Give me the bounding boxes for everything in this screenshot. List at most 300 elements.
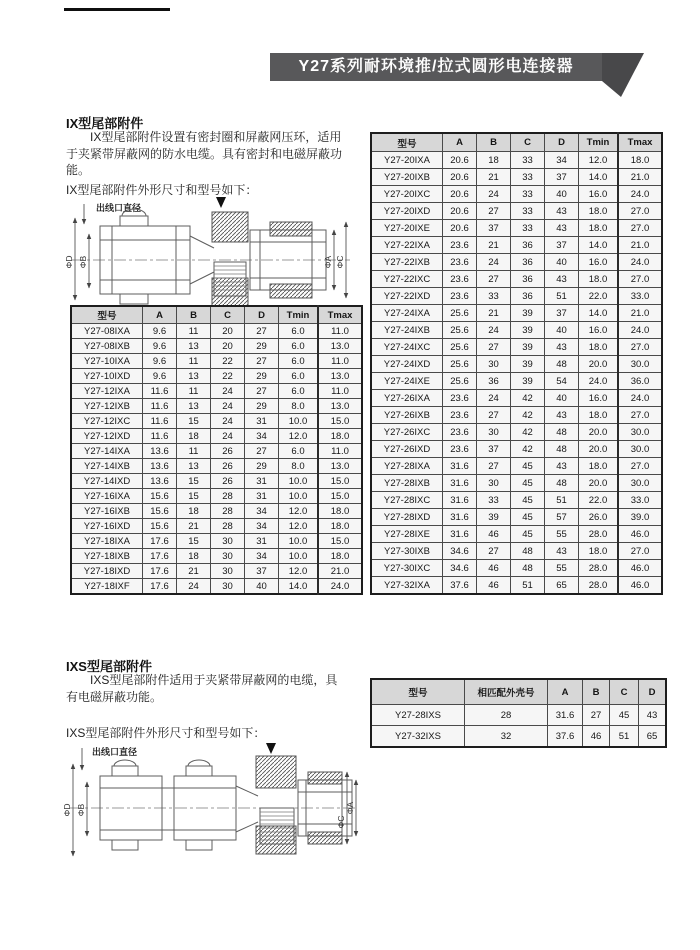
value-cell: 13.0 [318,399,362,414]
value-cell: 12.0 [279,519,319,534]
value-cell: 33 [477,492,511,509]
taper-line-top [236,786,258,796]
table-row [371,152,662,169]
value-cell: 16.0 [579,254,619,271]
value-cell: 27.0 [618,220,662,237]
value-cell: 24 [477,186,511,203]
value-cell: 24 [211,414,245,429]
value-cell: 37.6 [548,726,583,748]
ix-table-right [370,132,663,595]
value-cell: 21 [477,305,511,322]
section-ix-paragraph: IX型尾部附件设置有密封圈和屏蔽网压环，适用于夹紧带屏蔽网的防水电缆。具有密封和电磁屏蔽功能。 [66,130,343,177]
value-cell: 31.6 [443,458,477,475]
value-cell: 45 [511,458,545,475]
value-cell: 13.6 [143,459,177,474]
value-cell: 16.0 [579,322,619,339]
value-cell: 13.0 [318,459,362,474]
value-cell: 46 [583,726,610,748]
value-cell: 33 [511,203,545,220]
value-cell: 40 [545,186,579,203]
cable-clamp-section [100,209,190,304]
value-cell: 33.0 [618,492,662,509]
value-cell: 30 [477,424,511,441]
table-row [371,543,662,560]
value-cell: 20.6 [443,220,477,237]
value-cell: 24.0 [618,390,662,407]
model-cell: Y27-20IXE [371,220,443,237]
value-cell: 31 [245,474,279,489]
value-cell: 18.0 [318,549,362,564]
value-cell: 45 [610,705,639,726]
value-cell: 6.0 [279,339,319,354]
value-cell: 27 [477,543,511,560]
value-cell: 18.0 [579,543,619,560]
column-header: A [548,679,583,705]
value-cell: 28.0 [579,526,619,543]
model-cell: Y27-24IXC [371,339,443,356]
value-cell: 11.6 [143,429,177,444]
taper-line-top [190,236,214,248]
table-row [71,324,362,339]
value-cell: 37 [545,169,579,186]
value-cell: 21.0 [318,564,362,579]
column-header: 型号 [371,133,443,152]
value-cell: 15.6 [143,519,177,534]
value-cell: 27 [245,354,279,369]
model-cell: Y27-22IXB [371,254,443,271]
column-header: A [143,306,177,324]
value-cell: 36 [477,373,511,390]
model-cell: Y27-26IXD [371,441,443,458]
value-cell: 45 [511,509,545,526]
column-header: C [211,306,245,324]
value-cell: 24.0 [618,322,662,339]
value-cell: 42 [511,441,545,458]
table-row [371,339,662,356]
value-cell: 21 [477,237,511,254]
table-row [371,169,662,186]
table-row [71,354,362,369]
value-cell: 23.6 [443,441,477,458]
value-cell: 18.0 [318,519,362,534]
value-cell: 40 [545,254,579,271]
value-cell: 28.0 [579,577,619,595]
value-cell: 30.0 [618,424,662,441]
column-header: 型号 [71,306,143,324]
value-cell: 36 [511,237,545,254]
taper-line-bottom [190,272,214,284]
table-row [71,459,362,474]
dim-label-b: ΦB [76,803,86,817]
value-cell: 10.0 [279,414,319,429]
value-cell: 45 [511,526,545,543]
value-cell: 37 [477,441,511,458]
value-cell: 37 [477,220,511,237]
value-cell: 23.6 [443,424,477,441]
value-cell: 42 [511,407,545,424]
value-cell: 29 [245,369,279,384]
table-row [371,288,662,305]
value-cell: 65 [639,726,667,748]
gland-pointer-icon [216,197,226,208]
value-cell: 25.6 [443,339,477,356]
value-cell: 16.0 [579,390,619,407]
table-row [371,424,662,441]
value-cell: 30 [211,564,245,579]
value-cell: 25.6 [443,373,477,390]
value-cell: 18 [477,152,511,169]
value-cell: 42 [511,424,545,441]
value-cell: 36 [511,254,545,271]
value-cell: 37 [245,564,279,579]
ix-outline-drawing [64,196,356,306]
table-row [71,564,362,579]
value-cell: 18.0 [579,339,619,356]
value-cell: 13 [177,339,211,354]
value-cell: 51 [610,726,639,748]
value-cell: 43 [545,203,579,220]
value-cell: 27 [245,444,279,459]
value-cell: 6.0 [279,369,319,384]
model-cell: Y27-20IXA [371,152,443,169]
value-cell: 48 [545,424,579,441]
value-cell: 6.0 [279,324,319,339]
gland-pointer-icon [266,743,276,754]
table-row [371,220,662,237]
value-cell: 17.6 [143,534,177,549]
value-cell: 46 [477,526,511,543]
value-cell: 43 [545,407,579,424]
column-header: D [639,679,667,705]
value-cell: 14.0 [579,169,619,186]
value-cell: 9.6 [143,354,177,369]
value-cell: 37 [545,305,579,322]
value-cell: 30 [211,534,245,549]
value-cell: 13 [177,399,211,414]
value-cell: 20.0 [579,441,619,458]
model-cell: Y27-20IXB [371,169,443,186]
section-ix-heading: IX型尾部附件 [66,116,144,131]
value-cell: 21 [477,169,511,186]
value-cell: 30 [477,475,511,492]
value-cell: 9.6 [143,339,177,354]
table-row [71,504,362,519]
value-cell: 15 [177,489,211,504]
table-row [371,560,662,577]
model-cell: Y27-22IXC [371,271,443,288]
value-cell: 13.6 [143,444,177,459]
outlet-diameter-label: 出线口直径 [92,747,138,757]
value-cell: 18.0 [318,429,362,444]
value-cell: 40 [545,390,579,407]
value-cell: 43 [545,271,579,288]
model-cell: Y27-28IXB [371,475,443,492]
value-cell: 27 [477,339,511,356]
value-cell: 18.0 [579,271,619,288]
value-cell: 21.0 [618,305,662,322]
model-cell: Y27-22IXD [371,288,443,305]
value-cell: 29 [245,339,279,354]
ixs-table [370,678,667,748]
model-cell: Y27-10IXD [71,369,143,384]
value-cell: 23.6 [443,254,477,271]
column-header: B [477,133,511,152]
value-cell: 12.0 [579,152,619,169]
value-cell: 23.6 [443,390,477,407]
column-header: Tmax [318,306,362,324]
value-cell: 31.6 [443,526,477,543]
value-cell: 31 [245,414,279,429]
model-cell: Y27-16IXB [71,504,143,519]
value-cell: 30 [211,579,245,595]
value-cell: 28 [211,504,245,519]
value-cell: 27 [477,407,511,424]
value-cell: 48 [545,356,579,373]
value-cell: 34.6 [443,543,477,560]
table-row [371,577,662,595]
value-cell: 30.0 [618,356,662,373]
value-cell: 34 [245,519,279,534]
column-header: Tmin [579,133,619,152]
value-cell: 13.0 [318,369,362,384]
value-cell: 33 [511,169,545,186]
value-cell: 15 [177,414,211,429]
value-cell: 31 [245,489,279,504]
table-row [371,726,666,748]
table-row [371,203,662,220]
value-cell: 27 [583,705,610,726]
table-row [371,237,662,254]
table-row [371,407,662,424]
value-cell: 11 [177,324,211,339]
value-cell: 18.0 [579,458,619,475]
value-cell: 16.0 [579,186,619,203]
value-cell: 39 [511,356,545,373]
value-cell: 40 [245,579,279,595]
value-cell: 20.0 [579,356,619,373]
value-cell: 9.6 [143,369,177,384]
value-cell: 6.0 [279,384,319,399]
table-row [71,399,362,414]
value-cell: 34 [245,429,279,444]
model-cell: Y27-14IXB [71,459,143,474]
value-cell: 11.0 [318,324,362,339]
ribbon-shape [602,53,644,97]
value-cell: 51 [545,288,579,305]
model-cell: Y27-26IXB [371,407,443,424]
table-row [371,441,662,458]
value-cell: 20.6 [443,169,477,186]
table-row [71,384,362,399]
value-cell: 30 [211,549,245,564]
value-cell: 20.0 [579,424,619,441]
value-cell: 21 [177,564,211,579]
value-cell: 36.0 [618,373,662,390]
value-cell: 8.0 [279,459,319,474]
model-cell: Y27-08IXA [71,324,143,339]
model-cell: Y27-12IXB [71,399,143,414]
value-cell: 22.0 [579,288,619,305]
value-cell: 11 [177,354,211,369]
value-cell: 24.0 [579,373,619,390]
value-cell: 30.0 [618,475,662,492]
dim-label-c: ΦC [335,255,345,269]
table-row [71,339,362,354]
value-cell: 11.0 [318,384,362,399]
value-cell: 30 [477,356,511,373]
value-cell: 27 [477,203,511,220]
value-cell: 27.0 [618,339,662,356]
value-cell: 24.0 [318,579,362,595]
table-header-row [71,306,362,324]
value-cell: 42 [511,390,545,407]
value-cell: 24.0 [618,254,662,271]
value-cell: 20.6 [443,203,477,220]
value-cell: 33 [511,152,545,169]
model-cell: Y27-30IXC [371,560,443,577]
table-row [371,186,662,203]
value-cell: 10.0 [279,549,319,564]
value-cell: 15.0 [318,534,362,549]
value-cell: 27.0 [618,407,662,424]
value-cell: 33 [511,186,545,203]
value-cell: 46 [477,560,511,577]
value-cell: 27.0 [618,271,662,288]
model-cell: Y27-24IXE [371,373,443,390]
value-cell: 28.0 [579,560,619,577]
value-cell: 13 [177,369,211,384]
model-cell: Y27-24IXA [371,305,443,322]
value-cell: 28 [465,705,548,726]
model-cell: Y27-28IXC [371,492,443,509]
column-header: A [443,133,477,152]
value-cell: 27 [477,458,511,475]
table-row [371,509,662,526]
model-cell: Y27-26IXA [371,390,443,407]
table-row [71,414,362,429]
value-cell: 39 [511,322,545,339]
value-cell: 31.6 [443,475,477,492]
model-cell: Y27-20IXD [371,203,443,220]
value-cell: 18.0 [318,504,362,519]
value-cell: 12.0 [279,429,319,444]
value-cell: 25.6 [443,356,477,373]
value-cell: 65 [545,577,579,595]
value-cell: 54 [545,373,579,390]
value-cell: 23.6 [443,288,477,305]
table-row [371,475,662,492]
table-row [71,474,362,489]
gland-nut-section [212,212,248,306]
value-cell: 18 [177,429,211,444]
value-cell: 23.6 [443,271,477,288]
value-cell: 15.0 [318,489,362,504]
value-cell: 33 [511,220,545,237]
value-cell: 43 [545,220,579,237]
value-cell: 22 [211,369,245,384]
ix-table-left [70,305,363,595]
model-cell: Y27-28IXS [371,705,465,726]
title-banner [270,53,602,81]
value-cell: 43 [639,705,667,726]
value-cell: 20.6 [443,186,477,203]
value-cell: 24.0 [618,186,662,203]
value-cell: 26.0 [579,509,619,526]
outlet-diameter-label: 出线口直径 [96,203,142,213]
value-cell: 18 [177,549,211,564]
dim-label-c: ΦC [336,815,346,829]
value-cell: 10.0 [279,489,319,504]
value-cell: 33 [477,288,511,305]
model-cell: Y27-08IXB [71,339,143,354]
table-row [371,705,666,726]
value-cell: 14.0 [579,237,619,254]
dim-label-a: ΦA [345,801,355,815]
value-cell: 32 [465,726,548,748]
value-cell: 46.0 [618,577,662,595]
value-cell: 33.0 [618,288,662,305]
value-cell: 37.6 [443,577,477,595]
value-cell: 26 [211,444,245,459]
model-cell: Y27-16IXD [71,519,143,534]
value-cell: 40 [545,322,579,339]
value-cell: 55 [545,560,579,577]
value-cell: 20 [211,339,245,354]
model-cell: Y27-18IXF [71,579,143,595]
value-cell: 18.0 [579,220,619,237]
value-cell: 6.0 [279,354,319,369]
table-row [371,458,662,475]
value-cell: 24 [211,384,245,399]
model-cell: Y27-18IXA [71,534,143,549]
value-cell: 24 [477,390,511,407]
value-cell: 24 [211,429,245,444]
value-cell: 48 [545,441,579,458]
value-cell: 31.6 [548,705,583,726]
value-cell: 23.6 [443,407,477,424]
model-cell: Y27-16IXA [71,489,143,504]
scan-artifact-line [64,8,170,11]
value-cell: 39 [511,373,545,390]
value-cell: 12.0 [279,504,319,519]
table-row [71,429,362,444]
value-cell: 37 [545,237,579,254]
table-row [371,390,662,407]
value-cell: 14.0 [579,305,619,322]
value-cell: 25.6 [443,305,477,322]
model-cell: Y27-32IXS [371,726,465,748]
column-header: D [545,133,579,152]
dim-label-a: ΦA [323,255,333,269]
model-cell: Y27-32IXA [371,577,443,595]
value-cell: 29 [245,399,279,414]
value-cell: 13.0 [318,339,362,354]
value-cell: 18.0 [618,152,662,169]
dim-label-d: ΦD [62,803,72,817]
table-row [71,489,362,504]
taper-line-bottom [236,822,258,832]
column-header: C [610,679,639,705]
value-cell: 15 [177,534,211,549]
value-cell: 26 [211,459,245,474]
model-cell: Y27-12IXD [71,429,143,444]
value-cell: 25.6 [443,322,477,339]
value-cell: 20.6 [443,152,477,169]
value-cell: 28 [211,519,245,534]
cable-clamp-section [100,760,236,850]
table-header-row [371,679,666,705]
value-cell: 13 [177,459,211,474]
